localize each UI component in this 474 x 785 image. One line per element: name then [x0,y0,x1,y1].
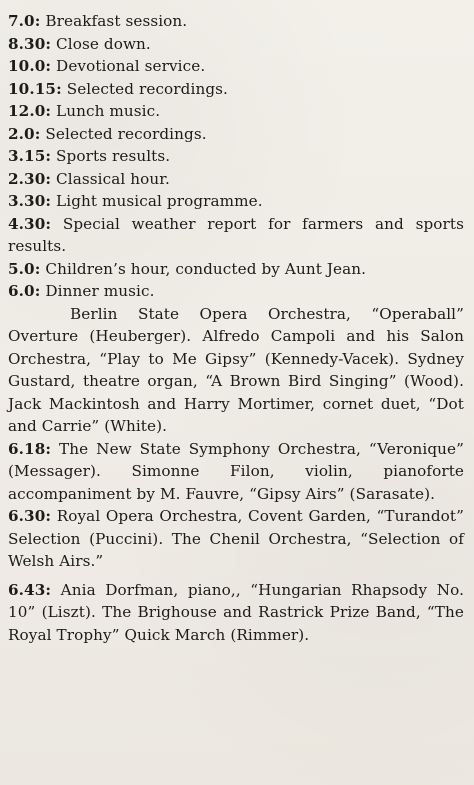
entry-time: 4.30 [8,214,46,233]
schedule-entry [8,33,464,56]
entry-text: Dinner music. [45,282,155,300]
time-separator: : [45,57,52,75]
entry-text: Special weather report for farmers and sports results. [8,214,464,255]
entry-text: Devotional service. [56,57,206,75]
entry-text: Selected recordings. [45,124,207,143]
schedule-entry [8,55,464,78]
schedule-entry [8,10,464,33]
schedule-entry [8,100,464,123]
time-separator: : [34,12,41,30]
time-separator: : [45,439,52,458]
entry-time: 6.30 [8,507,46,525]
time-separator: : [45,192,52,210]
entry-text: Lunch music. [56,102,161,120]
entry-time: 2.30 [8,169,46,188]
entry-text: Berlin State Opera Orchestra, “Operaball” Overture (Heuberger). Alfredo Campoli and his Salon Orchestra, “Play to Me Gipsy” (Kennedy-Vacek). Sydney Gustard, theatre organ, “A Brown Bird Singing” (Wood). Jack Mackintosh and Harry Mortimer, cornet duet, “Dot and Carrie” (White). [8,304,464,435]
entry-time: 6.43 [8,580,46,599]
entry-time: 7.0 [8,12,35,30]
schedule-entry [8,190,464,213]
radio-schedule [8,10,464,646]
time-separator: : [34,259,41,278]
schedule-entry [8,78,464,101]
time-separator: : [34,124,41,143]
entry-time: 3.15 [8,147,46,165]
time-separator: : [45,507,52,525]
schedule-entry [8,505,464,573]
entry-time: 8.30 [8,34,46,53]
schedule-entry [8,213,464,258]
time-separator: : [45,169,52,188]
entry-time: 2.0 [8,124,35,143]
schedule-entry [8,123,464,146]
time-separator: : [45,34,52,53]
entry-text: Classical hour. [56,169,170,188]
entry-time: 12.0 [8,102,46,120]
entry-text: Selected recordings. [66,79,228,98]
time-separator: : [45,147,52,165]
time-separator: : [34,282,41,300]
entry-text: The New State Symphony Orchestra, “Veronique” (Messager). Simonne Filon, violin, pianoforte accompaniment by M. Fauvre, “Gipsy Airs” (Sarasate). [8,439,464,503]
schedule-entry [8,258,464,281]
time-separator: : [45,214,52,233]
entry-time: 3.30 [8,192,46,210]
schedule-entry [8,280,464,303]
time-separator: : [45,102,52,120]
schedule-entry [8,145,464,168]
entry-text: Light musical programme. [56,192,263,210]
entry-time: 6.18 [8,439,46,458]
entry-time: 10.15 [8,79,57,98]
time-separator: : [45,580,52,599]
entry-time: 10.0 [8,57,46,75]
entry-time: 6.0 [8,282,35,300]
entry-text: Sports results. [56,147,171,165]
schedule-entry [8,438,464,506]
entry-text: Royal Opera Orchestra, Covent Garden, “Turandot” Selection (Puccini). The Chenil Orchestra, “Selection of Welsh Airs.” [8,507,464,570]
schedule-entry-detail [8,303,464,438]
entry-text: Children’s hour, conducted by Aunt Jean. [45,259,367,278]
schedule-entry [8,579,464,647]
schedule-entry [8,168,464,191]
entry-text: Breakfast session. [45,12,188,30]
time-separator: : [56,79,62,98]
entry-text: Ania Dorfman, piano,, “Hungarian Rhapsody No. 10” (Liszt). The Brighouse and Rastrick Prize Band, “The Royal Trophy” Quick March (Rimmer). [8,580,464,644]
entry-text: Close down. [56,34,151,53]
entry-time: 5.0 [8,259,35,278]
